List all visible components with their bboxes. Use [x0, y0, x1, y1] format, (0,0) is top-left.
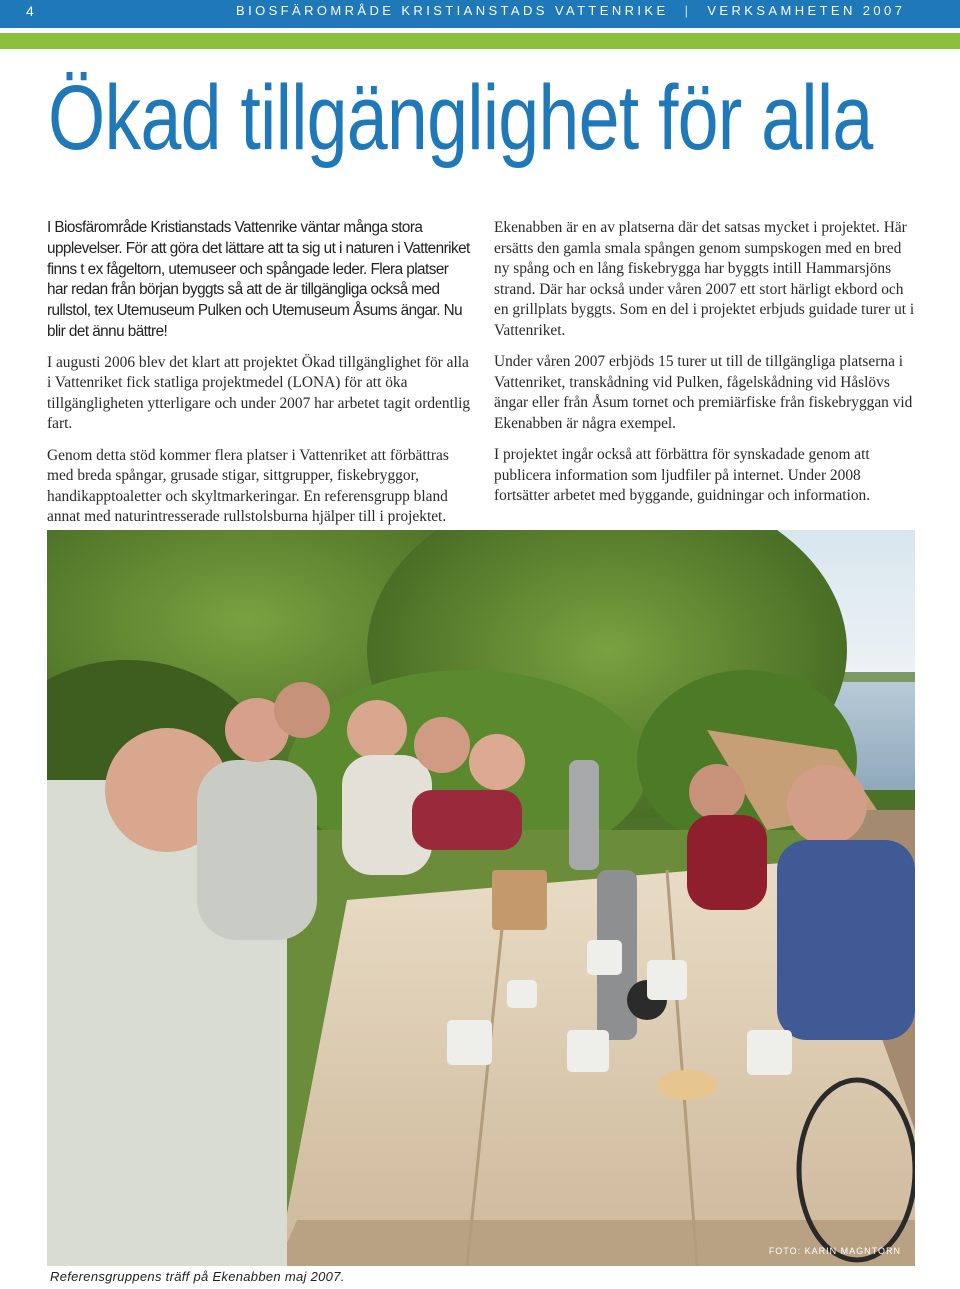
body-paragraph: Genom detta stöd kommer flera platser i Vattenriket att förbättras med breda spångar, grusade stigar, sittgrupper, fiskebryggor, handikapptoaletter och skyltmarkeringar. En referensgrupp bland annat med naturintresserade rullstolsburna hjälper till i projektet. — [47, 446, 449, 526]
body-paragraph: Ekenabben är en av platserna där det satsas mycket i projektet. Här ersätts den gamla smala spången genom sumpskogen med en bred ny spång och en lång fiskebrygga har byggts intill Hammarsjöns strand. Där har också under våren 2007 ett stort härligt ekbord och en grillplats byggts. Som en del i projektet erbjuds guidade turer ut i Vattenriket. — [494, 219, 915, 339]
right-column — [494, 218, 918, 518]
photo-illustration — [47, 530, 915, 1266]
article-title: Ökad tillgänglighet för alla — [48, 67, 873, 169]
running-header — [236, 3, 905, 18]
header-separator: | — [684, 3, 692, 18]
left-column — [47, 218, 471, 539]
photo-credit: FOTO: KARIN MAGNTORN — [768, 1246, 901, 1256]
accent-stripe — [0, 33, 960, 49]
article-ingress: I Biosfärområde Kristianstads Vattenrike väntar många stora upplevelser. För att göra det lättare att ta sig ut i naturen i Vattenriket finns t ex fågeltorn, utemuseer och spångade leder. Flera platser har redan från början byggts så att de är tillgängliga också med rullstol, tex Utemuseum Pulken och Utemuseum Åsums ängar. Nu blir det ännu bättre! — [47, 219, 470, 340]
section-name: VERKSAMHETEN 2007 — [707, 3, 906, 18]
page-number: 4 — [26, 3, 34, 19]
body-paragraph: I projektet ingår också att förbättra för synskadade genom att publicera information som ljudfiler på internet. Under 2008 fortsätter arbetet med byggande, guidningar och information. — [494, 446, 871, 504]
body-paragraph: Under våren 2007 erbjöds 15 turer ut till de tillgängliga platserna i Vattenriket, transkådning vid Pulken, fågelskådning vid Håslövs ängar eller från Åsum tornet och premiärfiske från fiskebryggan vid Ekenabben är några exempel. — [494, 353, 913, 432]
photo-caption: Referensgruppens träff på Ekenabben maj 2007. — [50, 1269, 345, 1284]
header-bar — [0, 0, 960, 28]
body-paragraph: I augusti 2006 blev det klart att projektet Ökad tillgänglighet för alla i Vattenriket fick statliga projektmedel (LONA) för att öka tillgängligheten ytterligare och under 2007 har arbetet tagit ordentlig fart. — [47, 353, 471, 433]
publication-name: BIOSFÄROMRÅDE KRISTIANSTADS VATTENRIKE — [236, 3, 669, 18]
group-photo — [47, 530, 915, 1266]
